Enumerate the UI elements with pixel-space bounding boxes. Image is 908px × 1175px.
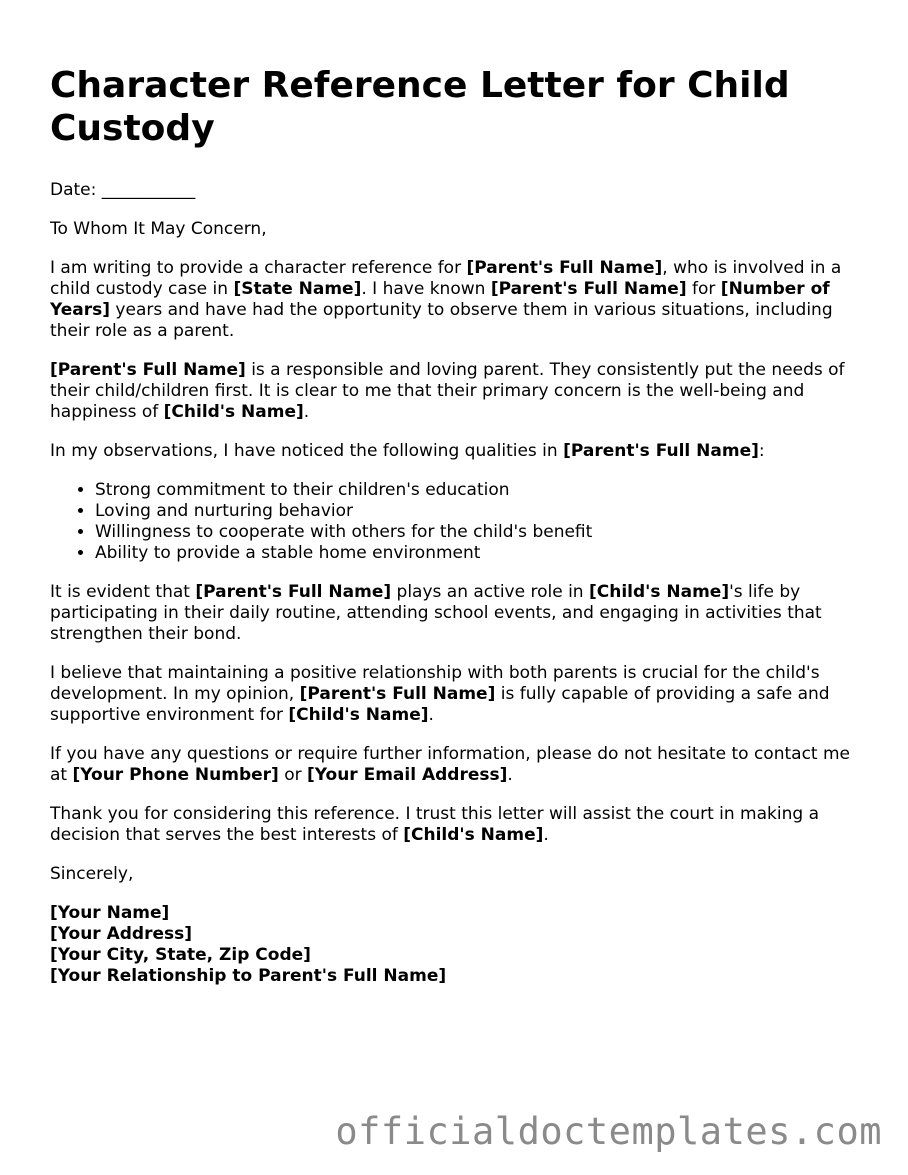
text: years and have had the opportunity to observe them in various situations, including their role as a parent.	[50, 300, 833, 341]
placeholder-number-of-years: [Number of Years]	[50, 279, 830, 320]
page-title: Character Reference Letter for Child Custody	[50, 65, 790, 149]
text: I believe that maintaining a positive relationship with both parents is crucial for the child's development. In my opinion,	[50, 663, 820, 704]
text: .	[543, 825, 549, 845]
letter-page	[50, 64, 865, 987]
placeholder-parent-name: [Parent's Full Name]	[466, 258, 663, 278]
text: I am writing to provide a character reference for	[50, 258, 467, 278]
paragraph-relationship	[50, 663, 865, 726]
placeholder-parent-name: [Parent's Full Name]	[50, 360, 246, 380]
qualities-list	[50, 480, 865, 564]
placeholder-child-name: [Child's Name]	[288, 705, 429, 725]
paragraph-responsible-parent	[50, 360, 865, 423]
text: is a responsible and loving parent. They consistently put the needs of their child/children first. It is clear to me that their primary concern is the well-being and happiness of	[50, 360, 845, 422]
signature-block	[50, 903, 865, 987]
text: for	[686, 279, 721, 299]
text: .	[428, 705, 434, 725]
list-item: • Loving and nurturing behavior	[95, 501, 865, 522]
placeholder-phone-number: [Your Phone Number]	[72, 765, 279, 785]
paragraph-observations	[50, 441, 865, 462]
text: It is evident that	[50, 582, 196, 602]
text: .	[507, 765, 513, 785]
text: 's life by participating in their daily routine, attending school events, and engaging in activities that strengthen their bond.	[50, 582, 822, 644]
text: , who is involved in a child custody case in	[50, 258, 842, 299]
text: is fully capable of providing a safe and supportive environment for	[50, 684, 830, 725]
list-item: • Willingness to cooperate with others for the child's benefit	[95, 522, 865, 543]
paragraph-active-role	[50, 582, 865, 645]
signature-name: [Your Name]	[50, 903, 170, 923]
date-label: Date:	[50, 180, 97, 200]
placeholder-child-name: [Child's Name]	[588, 582, 730, 602]
placeholder-email-address: [Your Email Address]	[307, 765, 508, 785]
placeholder-parent-name: [Parent's Full Name]	[563, 441, 759, 461]
placeholder-parent-name: [Parent's Full Name]	[195, 582, 392, 602]
paragraph-thanks	[50, 804, 865, 846]
paragraph-contact	[50, 744, 865, 786]
text: .	[303, 402, 310, 422]
text: In my observations, I have noticed the following qualities in	[50, 441, 564, 461]
closing: Sincerely,	[50, 864, 134, 884]
salutation: To Whom It May Concern,	[50, 219, 267, 239]
placeholder-child-name: [Child's Name]	[163, 402, 304, 422]
list-item: • Strong commitment to their children's education	[95, 480, 865, 501]
date-blank: ___________	[101, 180, 196, 200]
signature-address: [Your Address]	[50, 924, 193, 944]
date-line	[50, 180, 865, 201]
text: If you have any questions or require further information, please do not hesitate to contact me at	[50, 744, 851, 785]
signature-city: [Your City, State, Zip Code]	[50, 945, 311, 965]
paragraph-intro	[50, 258, 865, 342]
watermark: officialdoctemplates.com	[335, 1110, 882, 1153]
text: :	[758, 441, 765, 461]
text: or	[278, 765, 307, 785]
signature-relationship: [Your Relationship to Parent's Full Name]	[50, 966, 447, 986]
text: . I have known	[361, 279, 491, 299]
placeholder-state-name: [State Name]	[233, 279, 362, 299]
list-item: • Ability to provide a stable home environment	[95, 543, 865, 564]
placeholder-child-name: [Child's Name]	[403, 825, 544, 845]
placeholder-parent-name: [Parent's Full Name]	[490, 279, 687, 299]
text: Thank you for considering this reference. I trust this letter will assist the court in making a decision that serves the best interests of	[50, 804, 819, 845]
text: plays an active role in	[391, 582, 589, 602]
placeholder-parent-name: [Parent's Full Name]	[299, 684, 496, 704]
